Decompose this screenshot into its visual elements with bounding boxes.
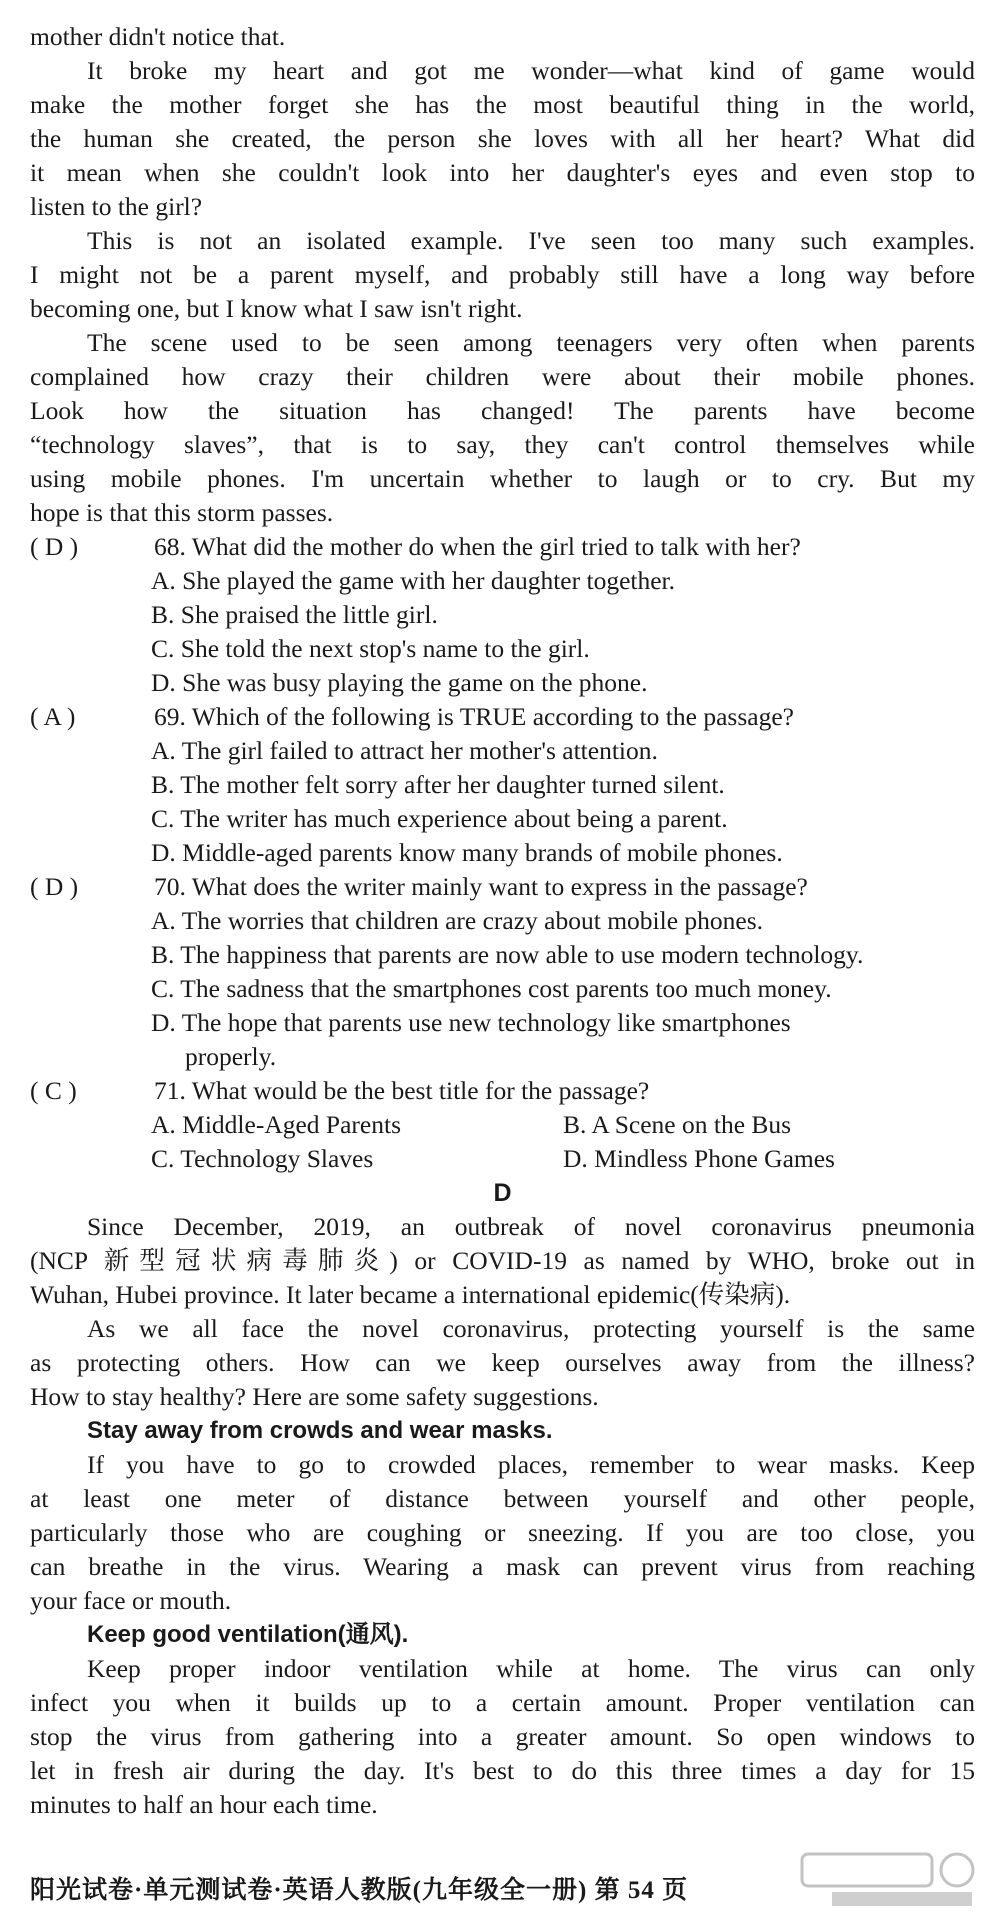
option-continuation: properly. — [185, 1042, 277, 1071]
text-line: becoming one, but I know what I saw isn't right. — [30, 294, 523, 323]
option: D. Mindless Phone Games — [563, 1144, 835, 1173]
option: C. Technology Slaves — [151, 1144, 374, 1173]
text-line: I might not be a parent myself, and probably still have a long way before — [30, 260, 975, 289]
text-line: mother didn't notice that. — [30, 22, 286, 51]
question-70 — [30, 870, 975, 904]
watermark-logo — [792, 1848, 982, 1910]
text-line: complained how crazy their children were about their mobile phones. — [30, 362, 975, 391]
option: B. The happiness that parents are now able to use modern technology. — [151, 940, 864, 969]
text-line: The scene used to be seen among teenagers very often when parents — [87, 328, 975, 357]
text-line: your face or mouth. — [30, 1586, 232, 1615]
text-line: using mobile phones. I'm uncertain whether to laugh or to cry. But my — [30, 464, 975, 493]
exam-page — [30, 20, 975, 1822]
text-line: As we all face the novel coronavirus, protecting yourself is the same — [87, 1314, 975, 1343]
option: A. The worries that children are crazy about mobile phones. — [151, 906, 764, 935]
section-heading: D — [493, 1179, 512, 1207]
option-row — [30, 1108, 975, 1142]
text-line: the human she created, the person she loves with all her heart? What did — [30, 124, 975, 153]
option: C. She told the next stop's name to the girl. — [151, 634, 590, 663]
answer-mark: ( A ) — [30, 702, 76, 731]
option-row — [30, 1142, 975, 1176]
subheading: Stay away from crowds and wear masks. — [87, 1417, 553, 1444]
text-line: particularly those who are coughing or sneezing. If you are too close, you — [30, 1518, 975, 1547]
option: B. A Scene on the Bus — [563, 1110, 792, 1139]
option: D. Middle-aged parents know many brands of mobile phones. — [151, 838, 783, 867]
page-footer: 阳光试卷·单元测试卷·英语人教版(九年级全一册) 第 54 页 — [30, 1877, 689, 1904]
text-line: make the mother forget she has the most beautiful thing in the world, — [30, 90, 975, 119]
option: D. The hope that parents use new technology like smartphones — [151, 1008, 791, 1037]
answer-mark: ( D ) — [30, 532, 79, 561]
question-stem: 68. What did the mother do when the girl tried to talk with her? — [154, 532, 801, 561]
answer-mark: ( D ) — [30, 872, 79, 901]
text-line: listen to the girl? — [30, 192, 203, 221]
text-line: minutes to half an hour each time. — [30, 1790, 378, 1819]
text-line: can breathe in the virus. Wearing a mask can prevent virus from reaching — [30, 1552, 975, 1581]
text-line: It broke my heart and got me wonder—what kind of game would — [87, 56, 975, 85]
text-line: hope is that this storm passes. — [30, 498, 334, 527]
option: C. The sadness that the smartphones cost parents too much money. — [151, 974, 832, 1003]
option: D. She was busy playing the game on the phone. — [151, 668, 648, 697]
answer-mark: ( C ) — [30, 1076, 77, 1105]
option: B. She praised the little girl. — [151, 600, 438, 629]
question-68 — [30, 530, 975, 564]
text-line: Keep proper indoor ventilation while at home. The virus can only — [87, 1654, 975, 1683]
question-stem: 69. Which of the following is TRUE according to the passage? — [154, 702, 794, 731]
text-line: let in fresh air during the day. It's best to do this three times a day for 15 — [30, 1756, 975, 1785]
text-line: This is not an isolated example. I've seen too many such examples. — [87, 226, 975, 255]
text-line: If you have to go to crowded places, remember to wear masks. Keep — [87, 1450, 975, 1479]
question-stem: 71. What would be the best title for the passage? — [154, 1076, 650, 1105]
text-line: “technology slaves”, that is to say, they can't control themselves while — [30, 430, 975, 459]
text-line: Wuhan, Hubei province. It later became a international epidemic(传染病). — [30, 1280, 791, 1309]
option: B. The mother felt sorry after her daughter turned silent. — [151, 770, 725, 799]
option: A. She played the game with her daughter together. — [151, 566, 676, 595]
option: A. Middle-Aged Parents — [151, 1110, 401, 1139]
text-line: Since December, 2019, an outbreak of novel coronavirus pneumonia — [87, 1212, 975, 1241]
text-line: (NCP 新型冠状病毒肺炎) or COVID-19 as named by WHO, broke out in — [30, 1246, 975, 1275]
text-line: How to stay healthy? Here are some safety suggestions. — [30, 1382, 599, 1411]
question-69 — [30, 700, 975, 734]
text-line: as protecting others. How can we keep ourselves away from the illness? — [30, 1348, 975, 1377]
text-line: stop the virus from gathering into a greater amount. So open windows to — [30, 1722, 975, 1751]
subheading: Keep good ventilation(通风). — [87, 1621, 409, 1648]
text-line: Look how the situation has changed! The parents have become — [30, 396, 975, 425]
text-line: infect you when it builds up to a certain amount. Proper ventilation can — [30, 1688, 975, 1717]
text-line: at least one meter of distance between yourself and other people, — [30, 1484, 975, 1513]
question-71 — [30, 1074, 975, 1108]
option: A. The girl failed to attract her mother's attention. — [151, 736, 658, 765]
option: C. The writer has much experience about being a parent. — [151, 804, 728, 833]
text-line: it mean when she couldn't look into her daughter's eyes and even stop to — [30, 158, 975, 187]
question-stem: 70. What does the writer mainly want to express in the passage? — [154, 872, 808, 901]
